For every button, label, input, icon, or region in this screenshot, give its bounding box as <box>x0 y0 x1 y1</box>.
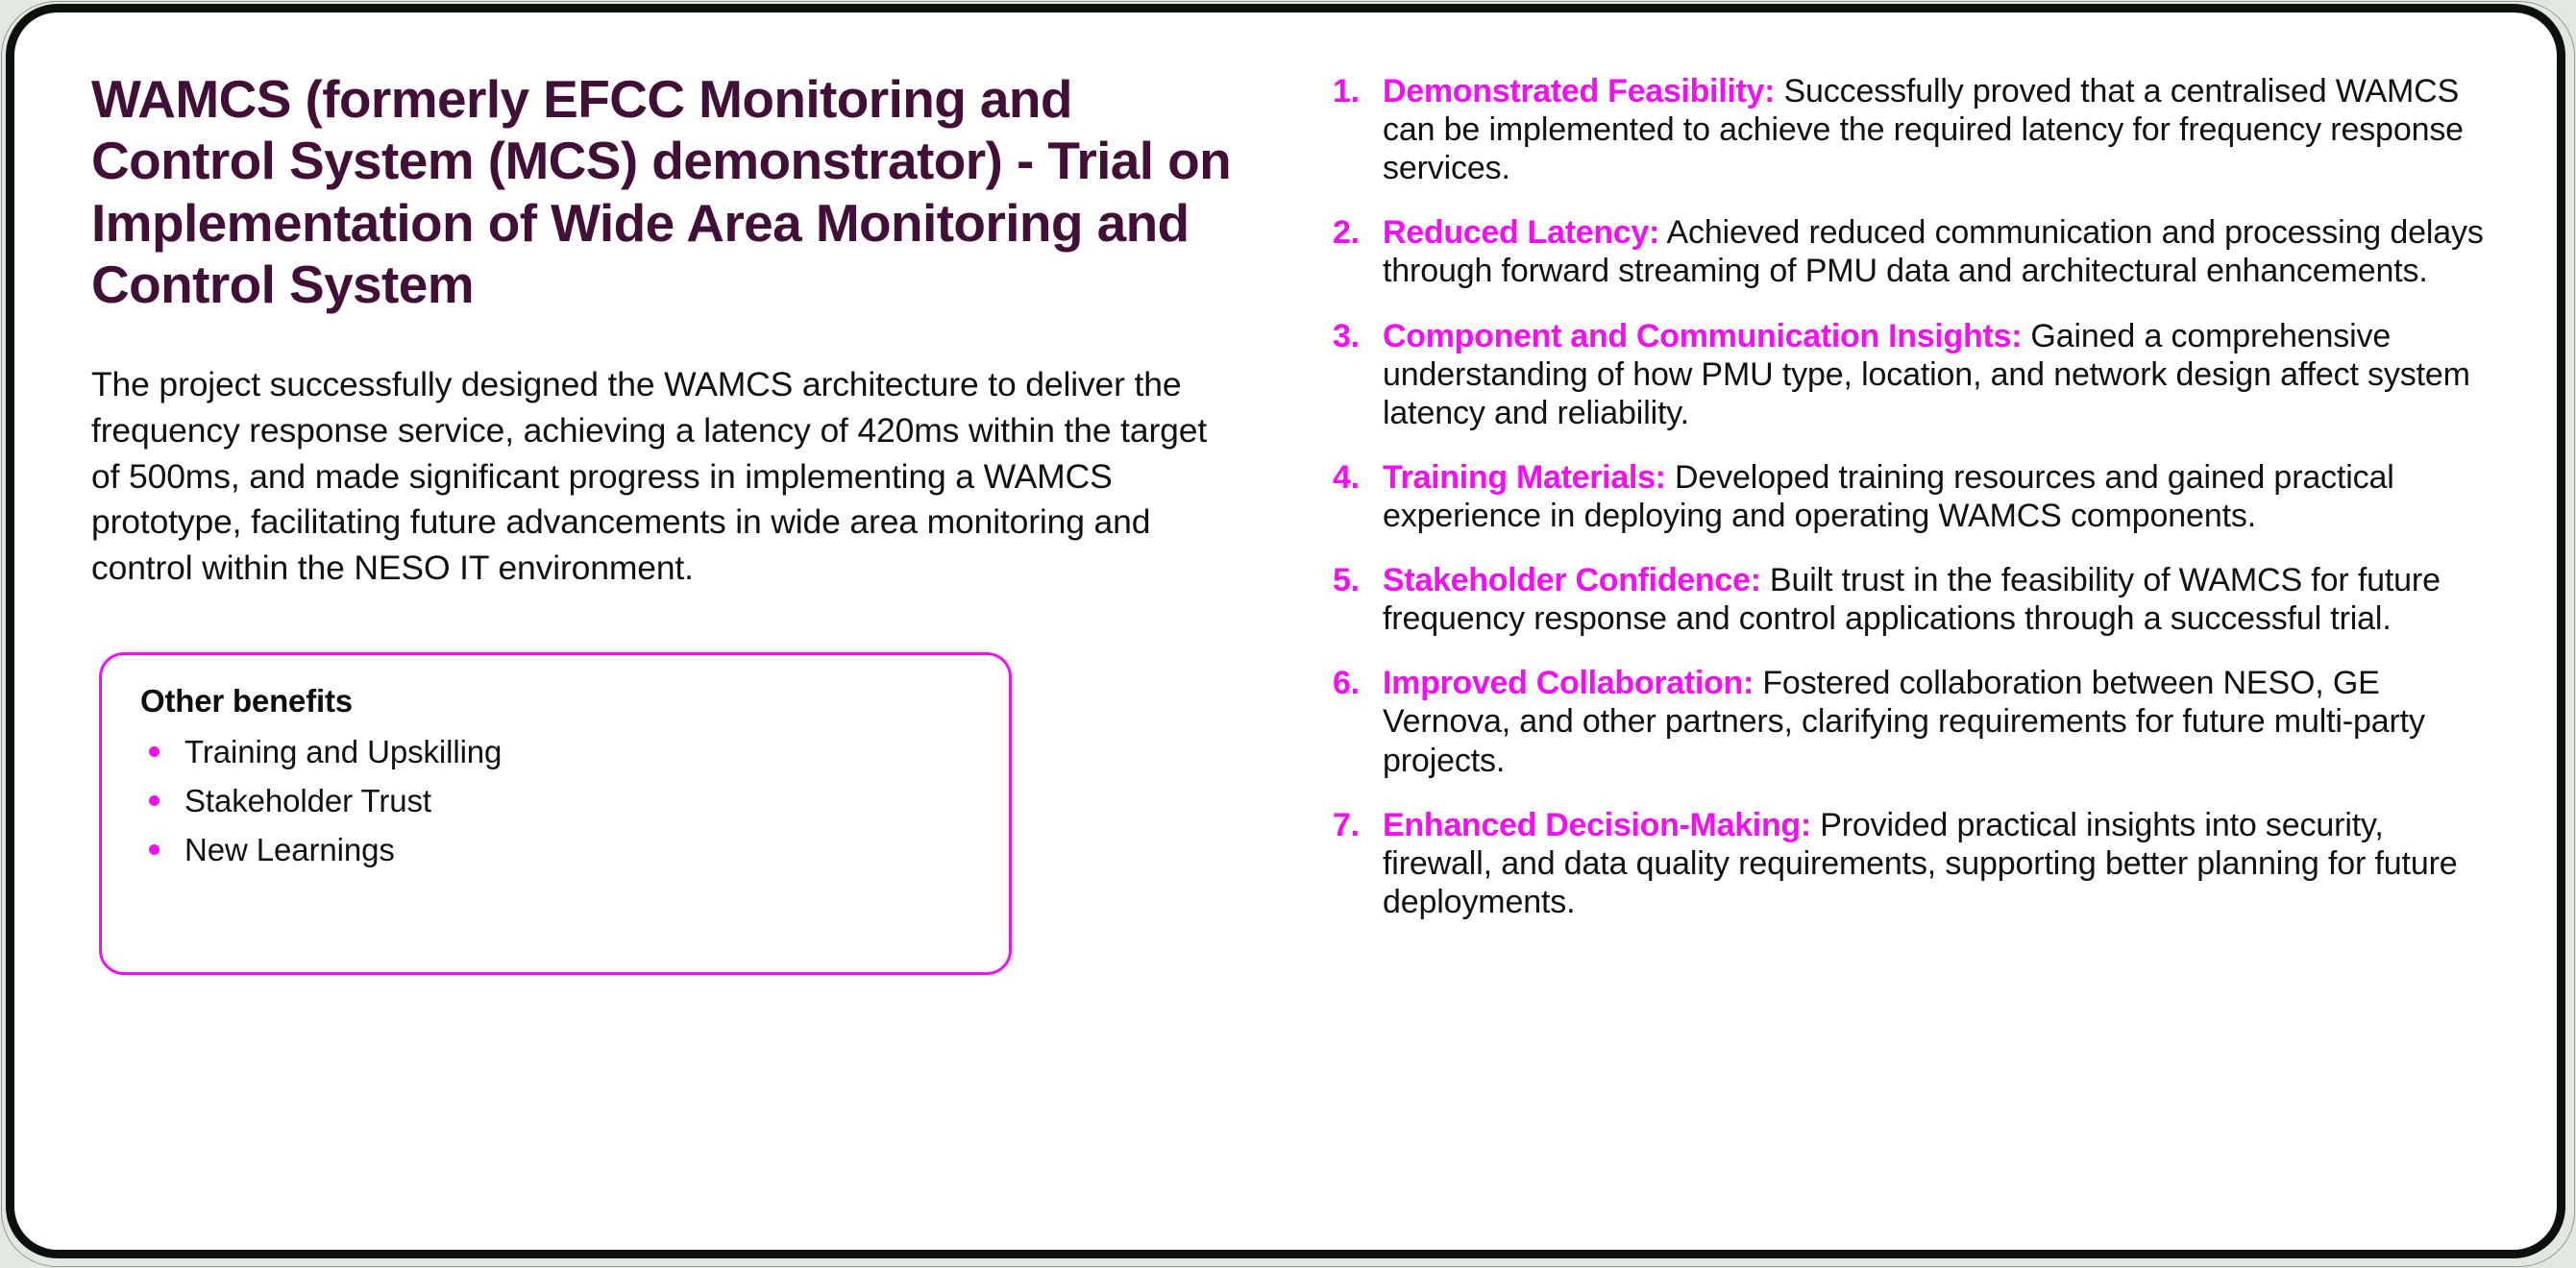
key-outcome-body <box>1383 561 2500 638</box>
key-outcome-text: Gained a comprehensive understanding of how PMU type, location, and network design affect system latency and reliability. <box>1383 317 2470 431</box>
summary-paragraph: The project successfully designed the WAMCS architecture to deliver the frequency response service, achieving a latency of 420ms within the target of 500ms, and made significant progress in implementing a WAMCS prototype, facilitating future advancements in wide area monitoring and control within the NESO IT environment. <box>91 365 1208 587</box>
key-outcome-item <box>1333 72 2500 187</box>
key-outcome-heading: Enhanced Decision-Making: <box>1383 806 1811 843</box>
left-column <box>91 68 1244 867</box>
list-item <box>140 736 967 768</box>
list-item <box>140 785 967 817</box>
key-outcome-number: 6. <box>1333 665 1360 702</box>
key-outcome-number: 7. <box>1333 806 1360 843</box>
key-outcome-body <box>1383 317 2500 432</box>
key-outcome-heading: Improved Collaboration: <box>1383 665 1754 702</box>
key-outcome-heading: Demonstrated Feasibility: <box>1383 73 1776 110</box>
key-outcome-number: 3. <box>1333 317 1360 354</box>
key-outcome-body <box>1383 72 2500 187</box>
list-item-label: Training and Upskilling <box>184 734 503 769</box>
key-outcome-body <box>1383 213 2500 290</box>
list-item-label: Stakeholder Trust <box>184 783 431 818</box>
key-outcome-text: Successfully proved that a centralised WAMCS can be implemented to achieve the required latency for frequency response services. <box>1383 73 2464 187</box>
key-outcome-body <box>1383 664 2500 779</box>
key-outcome-text: Built trust in the feasibility of WAMCS for future frequency response and control applications through a successful trial. <box>1383 562 2441 638</box>
key-outcome-item <box>1333 213 2500 290</box>
list-item-label: New Learnings <box>184 832 395 867</box>
list-item <box>140 834 967 866</box>
key-outcome-item <box>1333 458 2500 535</box>
key-outcome-text: Provided practical insights into security, firewall, and data quality requirements, supporting better planning for future deployments. <box>1383 806 2458 920</box>
key-outcome-text: Achieved reduced communication and processing delays through forward streaming of PMU data and architectural enhancements. <box>1383 214 2484 290</box>
page-title: WAMCS (formerly EFCC Monitoring and Control System (MCS) demonstrator) - Trial on Implementation of Wide Area Monitoring and Control System <box>91 69 1232 315</box>
key-outcome-text: Fostered collaboration between NESO, GE Vernova, and other partners, clarifying requirements for future multi-party projects. <box>1383 665 2425 779</box>
key-outcome-item <box>1333 317 2500 432</box>
key-outcome-heading: Training Materials: <box>1383 458 1666 496</box>
key-outcome-body <box>1383 458 2500 535</box>
bullet-dot-icon <box>149 746 159 757</box>
key-outcome-number: 1. <box>1333 73 1360 110</box>
key-outcome-body <box>1383 806 2500 921</box>
other-benefits-list <box>140 736 967 883</box>
slide-card <box>6 4 2565 1258</box>
key-outcome-item <box>1333 664 2500 779</box>
key-outcome-item <box>1333 561 2500 638</box>
other-benefits-title: Other benefits <box>140 683 353 719</box>
key-outcome-number: 5. <box>1333 562 1360 599</box>
bullet-dot-icon <box>149 795 159 806</box>
bullet-dot-icon <box>149 844 159 855</box>
other-benefits-box <box>99 652 1012 975</box>
key-outcome-heading: Component and Communication Insights: <box>1383 317 2023 354</box>
key-outcome-text: Developed training resources and gained practical experience in deploying and operating WAMCS components. <box>1383 458 2394 534</box>
key-outcome-heading: Reduced Latency: <box>1383 214 1660 252</box>
key-outcome-heading: Stakeholder Confidence: <box>1383 562 1761 599</box>
slide-content <box>14 12 2557 1250</box>
key-outcome-item <box>1333 806 2500 921</box>
key-outcomes-list <box>1333 72 2500 921</box>
key-outcome-number: 4. <box>1333 458 1360 496</box>
key-outcome-number: 2. <box>1333 214 1360 252</box>
